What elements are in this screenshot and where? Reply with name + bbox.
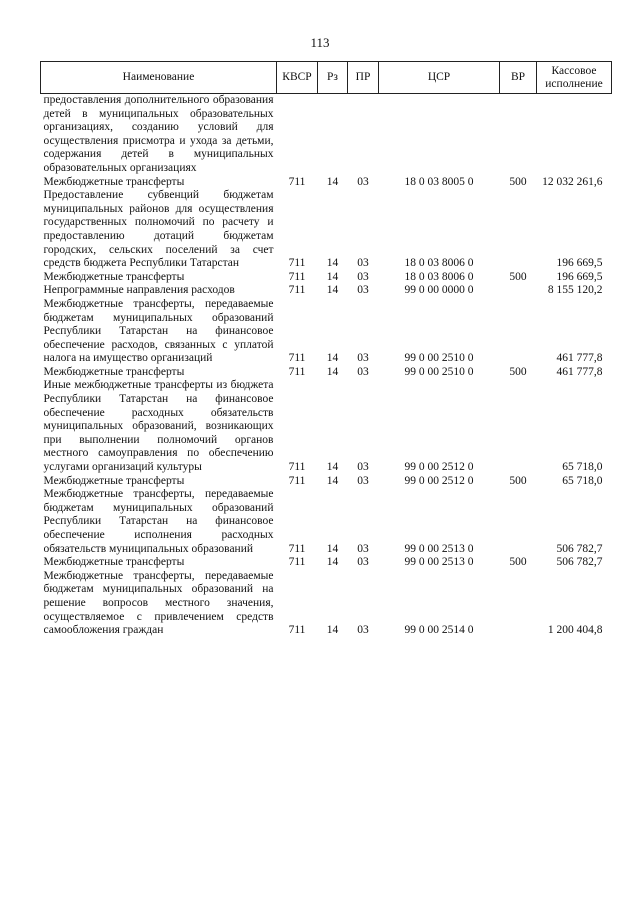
row-csr: 18 0 03 8006 0 <box>404 257 474 270</box>
row-rz: 14 <box>326 624 339 637</box>
row-name: Иные межбюджетные трансферты из бюджета Республики Татарстан на финансовое обеспечение расходных обязательств муниципальных образований, возникающих при выполнении полномочий органов местного самоуправления по обеспечению услугами организаций культуры <box>43 379 274 474</box>
table-row <box>41 475 612 489</box>
page-number: 113 <box>310 35 330 50</box>
row-vr: 500 <box>509 556 527 569</box>
table-row <box>41 298 612 366</box>
row-kvsr: 711 <box>288 284 306 297</box>
row-name: Предоставление субвенций бюджетам муниципальных районов для осуществления государственных полномочий по расчету и предоставлению дотаций бюджетам городских, сельских поселений за счет средств бюджета Республики Татарстан <box>43 189 274 270</box>
row-rz <box>318 94 348 176</box>
row-vr: 500 <box>509 365 527 378</box>
row-name: Межбюджетные трансферты, передаваемые бюджетам муниципальных образований Республики Татарстан на финансовое обеспечение расходов, связанных с уплатой налога на имущество организаций <box>43 297 274 365</box>
row-vr <box>500 284 537 298</box>
row-vr: 500 <box>509 474 527 487</box>
row-csr: 99 0 00 2513 0 <box>404 542 474 555</box>
table-body <box>41 94 612 638</box>
row-amount: 506 782,7 <box>556 556 603 569</box>
header-pr: ПР <box>348 62 379 94</box>
row-kvsr: 711 <box>288 257 306 270</box>
row-vr <box>500 379 537 474</box>
table-row <box>41 284 612 298</box>
row-name: Межбюджетные трансферты, передаваемые бюджетам муниципальных образований на решение вопросов местного значения, осуществляемое с привлечением средств самообложения граждан <box>43 569 274 637</box>
row-amount: 65 718,0 <box>562 461 603 474</box>
row-amount <box>537 94 612 176</box>
row-csr: 99 0 00 2512 0 <box>404 461 474 474</box>
row-amount: 461 777,8 <box>556 352 603 365</box>
row-pr: 03 <box>357 474 369 487</box>
row-kvsr: 711 <box>288 624 306 637</box>
row-pr: 03 <box>357 270 369 283</box>
row-vr <box>500 570 537 638</box>
row-pr: 03 <box>357 461 369 474</box>
header-kvsr: КВСР <box>277 62 318 94</box>
row-name: Межбюджетные трансферты <box>43 365 185 378</box>
header-csr: ЦСР <box>379 62 500 94</box>
row-rz: 14 <box>326 474 339 487</box>
table-row <box>41 271 612 285</box>
row-rz: 14 <box>326 257 339 270</box>
row-csr: 99 0 00 0000 0 <box>404 284 474 297</box>
row-csr: 18 0 03 8006 0 <box>404 270 474 283</box>
row-kvsr: 711 <box>288 175 306 188</box>
row-name: Межбюджетные трансферты <box>43 175 185 188</box>
budget-table <box>40 61 612 638</box>
row-pr: 03 <box>357 284 369 297</box>
row-amount: 506 782,7 <box>556 542 603 555</box>
row-name: Межбюджетные трансферты <box>43 556 185 569</box>
row-kvsr: 711 <box>288 461 306 474</box>
row-amount: 461 777,8 <box>556 365 603 378</box>
row-pr: 03 <box>357 542 369 555</box>
header-name: Наименование <box>41 62 277 94</box>
row-rz: 14 <box>326 175 339 188</box>
row-kvsr: 711 <box>288 352 306 365</box>
table-row <box>41 556 612 570</box>
header-rz: Рз <box>318 62 348 94</box>
table-header-row <box>41 62 612 94</box>
row-rz: 14 <box>326 352 339 365</box>
row-csr: 99 0 00 2510 0 <box>404 352 474 365</box>
row-csr: 18 0 03 8005 0 <box>404 175 474 188</box>
table-row <box>41 94 612 176</box>
row-vr: 500 <box>509 175 527 188</box>
row-name: Межбюджетные трансферты, передаваемые бюджетам муниципальных образований Республики Татарстан на финансовое обеспечение исполнения расходных обязательств муниципальных образований <box>43 488 274 555</box>
row-name: Межбюджетные трансферты <box>43 474 185 487</box>
table-row <box>41 366 612 380</box>
row-pr: 03 <box>357 624 369 637</box>
row-vr <box>500 298 537 366</box>
row-pr: 03 <box>357 352 369 365</box>
row-amount: 1 200 404,8 <box>547 624 603 637</box>
row-csr: 99 0 00 2510 0 <box>404 365 474 378</box>
row-kvsr: 711 <box>288 270 306 283</box>
table-row <box>41 488 612 556</box>
table-row <box>41 570 612 638</box>
row-amount: 196 669,5 <box>556 270 603 283</box>
row-rz: 14 <box>326 270 339 283</box>
row-amount: 12 032 261,6 <box>542 175 603 188</box>
row-csr: 99 0 00 2513 0 <box>404 556 474 569</box>
row-rz: 14 <box>326 461 339 474</box>
row-amount: 65 718,0 <box>562 474 603 487</box>
row-csr: 99 0 00 2512 0 <box>404 474 474 487</box>
header-vr: ВР <box>500 62 537 94</box>
row-pr: 03 <box>357 365 369 378</box>
row-name: Межбюджетные трансферты <box>43 270 185 283</box>
row-pr: 03 <box>357 556 369 569</box>
row-vr <box>500 189 537 271</box>
row-kvsr: 711 <box>288 365 306 378</box>
table-row <box>41 176 612 190</box>
row-pr <box>348 94 379 176</box>
row-csr <box>379 94 500 176</box>
header-cash-execution: Кассовое исполнение <box>537 62 612 94</box>
row-rz: 14 <box>326 542 339 555</box>
row-name: Непрограммные направления расходов <box>43 284 235 297</box>
row-csr: 99 0 00 2514 0 <box>404 624 474 637</box>
row-rz: 14 <box>326 556 339 569</box>
row-pr: 03 <box>357 175 369 188</box>
row-pr: 03 <box>357 257 369 270</box>
row-kvsr: 711 <box>288 556 306 569</box>
row-amount: 196 669,5 <box>556 257 603 270</box>
row-name: предоставления дополнительного образования детей в муниципальных образовательных организациях, созданию условий для осуществления присмотра и ухода за детьми, содержания детей в муниципальных образовательных организациях <box>43 94 274 174</box>
row-kvsr <box>277 94 318 176</box>
row-rz: 14 <box>326 284 339 297</box>
row-kvsr: 711 <box>288 474 306 487</box>
table-row <box>41 379 612 474</box>
row-vr <box>500 94 537 176</box>
row-vr <box>500 488 537 556</box>
row-amount: 8 155 120,2 <box>547 284 603 297</box>
row-vr: 500 <box>509 270 527 283</box>
row-kvsr: 711 <box>288 542 306 555</box>
row-rz: 14 <box>326 365 339 378</box>
table-row <box>41 189 612 271</box>
